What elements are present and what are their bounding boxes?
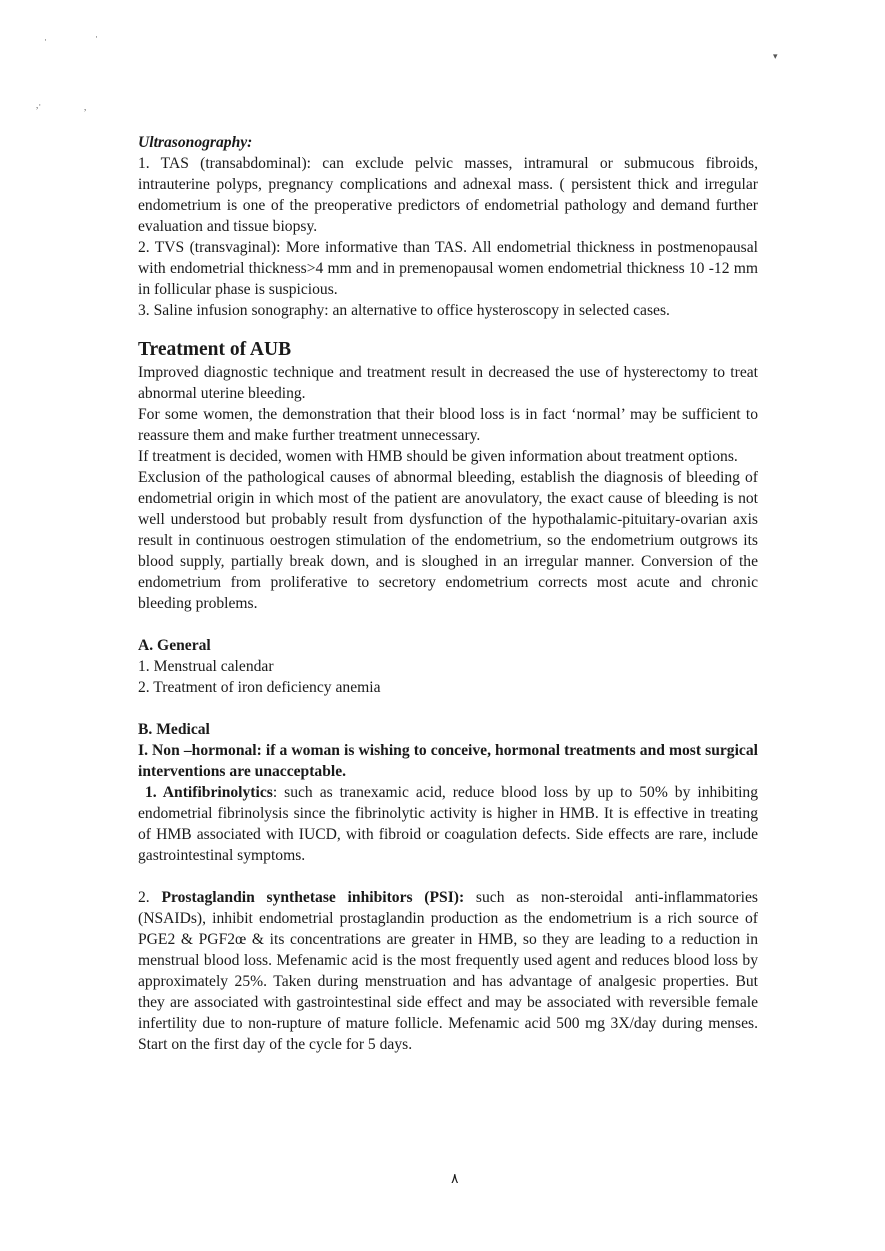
treatment-paragraph-2: For some women, the demonstration that their blood loss is in fact ‘normal’ may be sufficient to reassure them and make further treatment unnecessary. (138, 406, 758, 444)
medical-subheading: I. Non –hormonal: if a woman is wishing to conceive, hormonal treatments and most surgical interventions are unacceptable. (138, 742, 758, 780)
general-heading: A. General (138, 637, 211, 654)
treatment-heading: Treatment of AUB (138, 339, 292, 360)
medical-heading: B. Medical (138, 721, 210, 738)
spacer (138, 614, 758, 635)
medical-item-1 (138, 782, 758, 866)
general-item-2: 2. Treatment of iron deficiency anemia (138, 679, 381, 696)
treatment-paragraph-4: Exclusion of the pathological causes of abnormal bleeding, establish the diagnosis of bleeding of endometrial origin in which most of the patient are anovulatory, the exact cause of bleeding is not well understood but probably result from dysfunction of the hypothalamic-pituitary-ovarian axis result in continuous oestrogen stimulation of the endometrium, so the endometrium outgrows its blood supply, partially break down, and is sloughed in an irregular manner. Conversion of the endometrium from proliferative to secretory endometrium corrects most acute and chronic bleeding problems. (138, 469, 758, 612)
antifibrinolytics-label: 1. Antifibrinolytics (144, 784, 273, 801)
treatment-paragraph-1: Improved diagnostic technique and treatment result in decreased the use of hysterectomy to treat abnormal uterine bleeding. (138, 364, 758, 402)
scan-speck: · (95, 32, 98, 42)
ultrasonography-item-3: 3. Saline infusion sonography: an alternative to office hysteroscopy in selected cases. (138, 302, 670, 319)
document-page (138, 132, 758, 1055)
general-item-1: 1. Menstrual calendar (138, 658, 274, 675)
ultrasonography-item-2: 2. TVS (transvaginal): More informative than TAS. All endometrial thickness in postmenopausal with endometrial thickness>4 mm and in premenopausal women endometrial thickness 10 -12 mm in follicular phase is suspicious. (138, 239, 758, 298)
ultrasonography-item-1: 1. TAS (transabdominal): can exclude pelvic masses, intramural or submucous fibroids, intrauterine polyps, pregnancy complications and adnexal mass. ( persistent thick and irregular endometrium is one of the preoperative predictors of endometrial pathology and demand further evaluation and tissue biopsy. (138, 155, 758, 235)
antifibrinolytics-text: : such as tranexamic acid, reduce blood loss by up to 50% by inhibiting endometrial fibrinolysis since the fibrinolytic activity is higher in HMB. It is effective in treating of HMB associated with IUCD, with fibroid or coagulation defects. Side effects are rare, include gastrointestinal symptoms. (138, 784, 759, 864)
ultrasonography-heading: Ultrasonography: (138, 134, 253, 151)
psi-text: such as non-steroidal anti-inflammatories (NSAIDs), inhibit endometrial prostaglandin production as the endometrium is a rich source of PGE2 & PGF2œ & its concentrations are greater in HMB, so they are leading to a reduction in menstrual blood loss. Mefenamic acid is the most frequently used agent and reduces blood loss by approximately 25%. Taken during menstruation and has advantage of analgesic properties. But they are associated with gastrointestinal side effect and may be associated with reversible female infertility due to non-rupture of mature follicle. Mefenamic acid 500 mg 3X/day during menses. Start on the first day of the cycle for 5 days. (138, 889, 758, 1053)
spacer (138, 698, 758, 719)
page-number: ٨ (451, 1172, 459, 1187)
scan-speck: ▾ (773, 51, 778, 61)
psi-number: 2. (138, 889, 162, 906)
scan-speck: ,· (36, 100, 42, 110)
scan-speck: · (44, 35, 47, 45)
medical-item-2 (138, 887, 758, 1055)
spacer (138, 866, 758, 887)
scan-speck: , (84, 102, 87, 112)
psi-label: Prostaglandin synthetase inhibitors (PSI): (161, 889, 465, 906)
treatment-paragraph-3: If treatment is decided, women with HMB should be given information about treatment options. (138, 448, 738, 465)
